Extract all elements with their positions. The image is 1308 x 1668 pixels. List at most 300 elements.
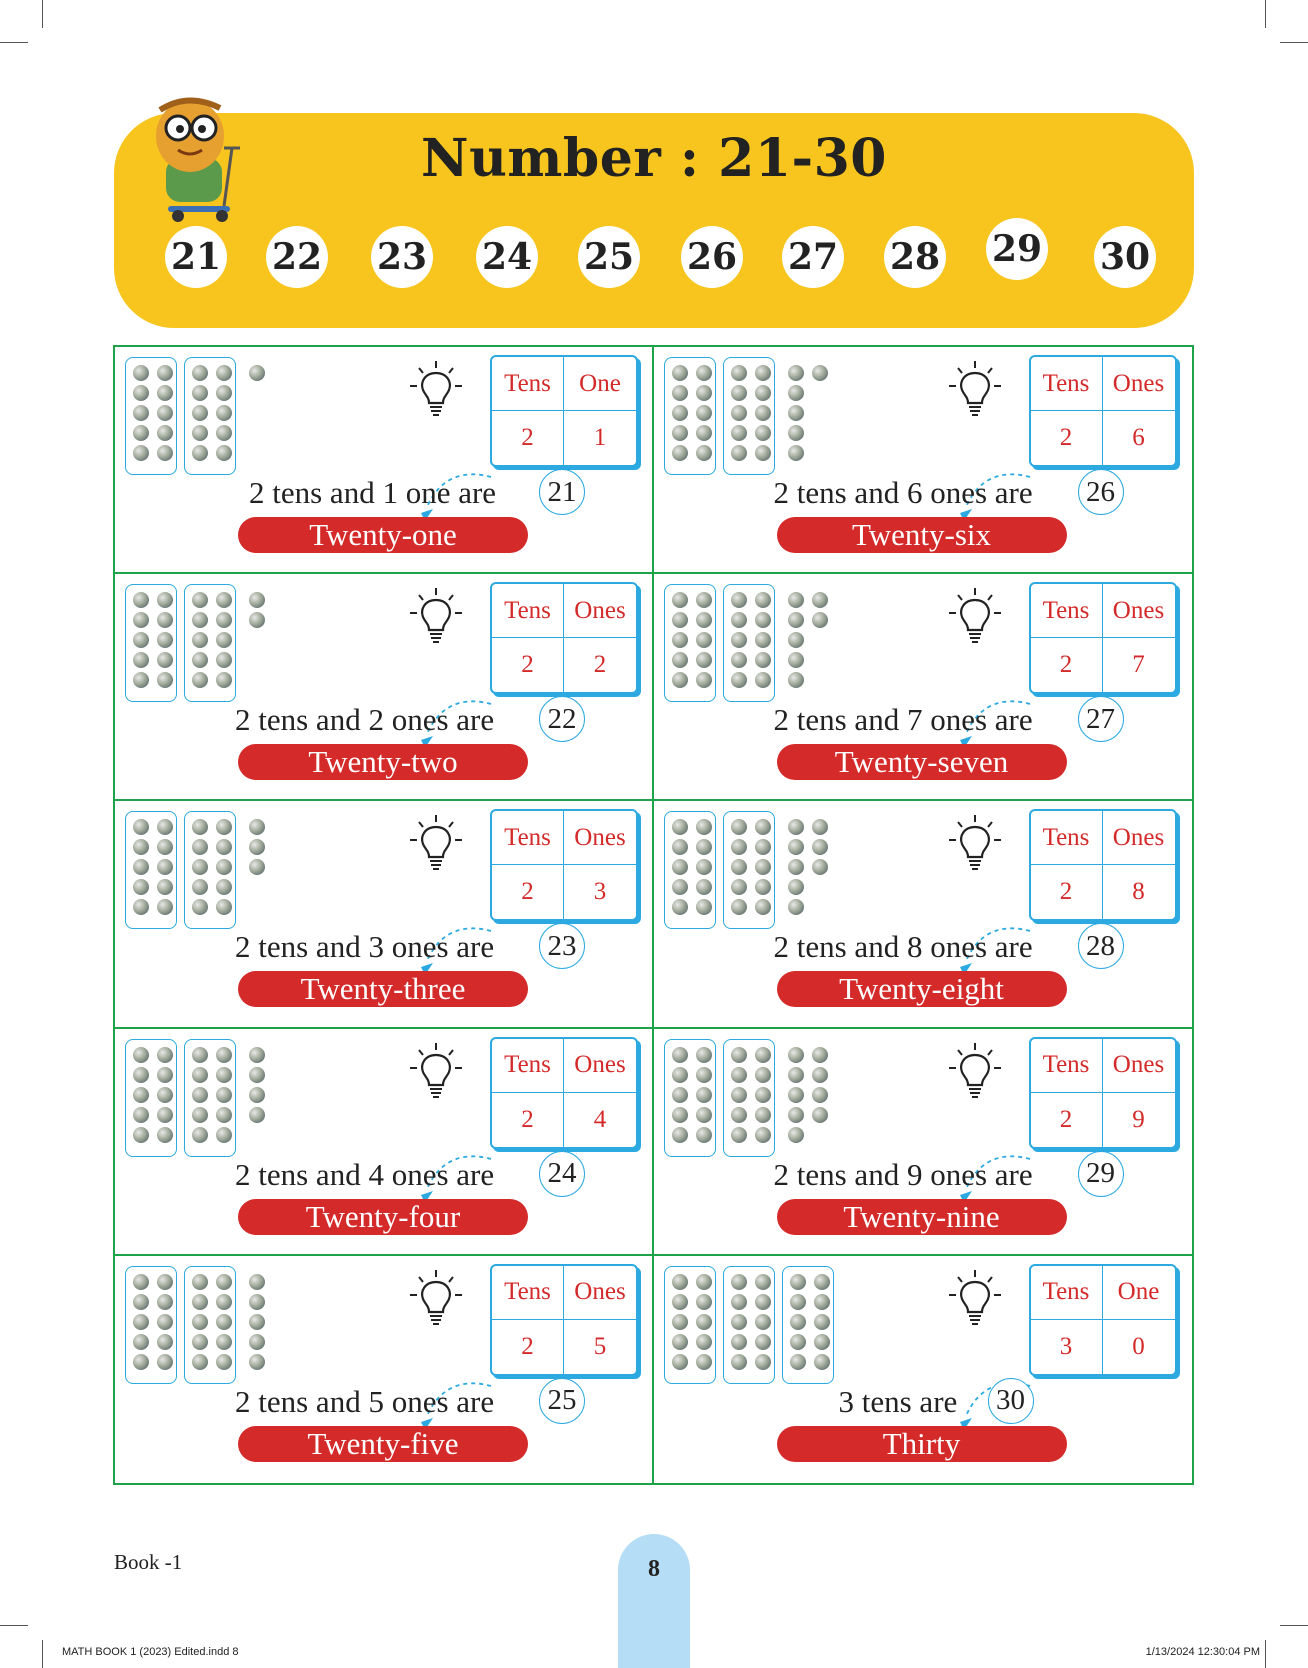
bead — [192, 1274, 208, 1290]
bead — [672, 1127, 688, 1143]
bead — [790, 1274, 806, 1290]
bead — [133, 1127, 149, 1143]
bead — [755, 445, 771, 461]
tens-header: Tens — [1031, 584, 1103, 638]
bead — [133, 859, 149, 875]
ones-value: 0 — [1132, 1332, 1145, 1360]
number-word-label: Twenty-five — [238, 1426, 528, 1462]
bead — [133, 1047, 149, 1063]
bead — [814, 1334, 830, 1350]
bead — [672, 385, 688, 401]
bead — [192, 612, 208, 628]
bead — [731, 405, 747, 421]
bead — [755, 1354, 771, 1370]
bead — [672, 839, 688, 855]
number-circle: 30 — [1094, 226, 1156, 288]
number-circle: 27 — [782, 226, 844, 288]
bead — [672, 405, 688, 421]
bead — [696, 1354, 712, 1370]
bead — [216, 672, 232, 688]
tens-header: Tens — [492, 1039, 564, 1093]
bead — [812, 819, 828, 835]
tens-header: Tens — [1031, 1266, 1103, 1320]
number-card — [654, 574, 1193, 801]
tens-header: Tens — [1031, 811, 1103, 865]
tens-header: Tens — [492, 1266, 564, 1320]
ten-rack — [664, 811, 716, 929]
bead — [192, 1047, 208, 1063]
bead — [696, 1047, 712, 1063]
bead — [755, 1274, 771, 1290]
bead — [157, 1047, 173, 1063]
ones-value: 7 — [1132, 651, 1145, 679]
place-value-table — [1029, 582, 1177, 694]
tens-value: 2 — [1031, 638, 1103, 692]
bead — [731, 1294, 747, 1310]
place-value-table — [490, 1264, 638, 1376]
bead — [133, 1274, 149, 1290]
number-circle: 28 — [884, 226, 946, 288]
bead — [672, 1334, 688, 1350]
answer-circle: 25 — [539, 1378, 585, 1424]
tens-header: Tens — [492, 584, 564, 638]
bead — [133, 879, 149, 895]
bead — [731, 839, 747, 855]
ten-rack — [723, 811, 775, 929]
tens-value: 2 — [1031, 1093, 1103, 1147]
bead — [216, 592, 232, 608]
number-word-label: Twenty-seven — [777, 744, 1067, 780]
number-sentence: 2 tens and 9 ones are — [773, 1156, 1033, 1192]
bead — [672, 1047, 688, 1063]
bead — [216, 445, 232, 461]
bead — [672, 879, 688, 895]
answer-circle: 30 — [988, 1378, 1034, 1424]
bead — [157, 592, 173, 608]
bead — [788, 652, 804, 668]
bead — [157, 652, 173, 668]
lightbulb-icon — [946, 1041, 1004, 1103]
tens-value: 2 — [492, 1320, 564, 1374]
bead — [696, 445, 712, 461]
number-circle: 24 — [476, 226, 538, 288]
ten-rack — [125, 811, 177, 929]
ten-rack — [184, 1266, 236, 1384]
ten-rack — [723, 357, 775, 475]
number-card — [115, 801, 654, 1028]
lightbulb-icon — [407, 813, 465, 875]
bead — [133, 899, 149, 915]
bead — [731, 1127, 747, 1143]
bead — [133, 1294, 149, 1310]
bead — [249, 1067, 265, 1083]
bead — [157, 1294, 173, 1310]
ones-value: 8 — [1132, 878, 1145, 906]
bead — [192, 899, 208, 915]
bead — [133, 592, 149, 608]
tens-value: 2 — [492, 865, 564, 919]
bead — [696, 425, 712, 441]
bead — [216, 819, 232, 835]
tens-value: 3 — [1031, 1320, 1103, 1374]
bead — [216, 1354, 232, 1370]
bead — [672, 1274, 688, 1290]
bead — [157, 365, 173, 381]
ten-rack — [184, 584, 236, 702]
lightbulb-icon — [407, 1041, 465, 1103]
bead — [157, 819, 173, 835]
ten-rack — [125, 1039, 177, 1157]
bead — [814, 1274, 830, 1290]
bead — [731, 1354, 747, 1370]
bead — [731, 425, 747, 441]
lightbulb-icon — [946, 813, 1004, 875]
bead — [755, 425, 771, 441]
loose-ones — [788, 365, 828, 465]
bead — [133, 1334, 149, 1350]
ten-rack — [723, 1039, 775, 1157]
bead — [192, 1067, 208, 1083]
bead — [216, 425, 232, 441]
bead — [216, 405, 232, 421]
bead — [192, 425, 208, 441]
lightbulb-icon — [407, 586, 465, 648]
ones-value: 1 — [593, 424, 607, 451]
bead — [157, 839, 173, 855]
bead — [157, 1067, 173, 1083]
bead — [814, 1294, 830, 1310]
bead — [216, 1107, 232, 1123]
loose-ones — [249, 365, 265, 465]
place-value-table — [490, 582, 638, 694]
bead — [672, 425, 688, 441]
bead — [216, 365, 232, 381]
bead — [672, 672, 688, 688]
tens-value: 2 — [492, 411, 564, 465]
bead — [788, 1127, 804, 1143]
crop-mark — [1265, 1640, 1266, 1668]
bead — [812, 839, 828, 855]
number-card — [654, 801, 1193, 1028]
bead — [192, 1087, 208, 1103]
bead — [133, 839, 149, 855]
loose-ones — [249, 1047, 265, 1147]
tens-header: Tens — [1031, 357, 1103, 411]
bead — [731, 632, 747, 648]
bead — [790, 1294, 806, 1310]
ones-value: 3 — [593, 878, 607, 906]
bead — [755, 1334, 771, 1350]
bead — [731, 1107, 747, 1123]
bead — [788, 445, 804, 461]
bead — [696, 899, 712, 915]
bead — [788, 819, 804, 835]
bead — [672, 592, 688, 608]
bead — [672, 1294, 688, 1310]
bead — [788, 592, 804, 608]
bead — [755, 1294, 771, 1310]
lightbulb-icon — [407, 359, 465, 421]
ten-rack — [664, 584, 716, 702]
bead — [812, 1087, 828, 1103]
bead — [133, 385, 149, 401]
number-sentence: 2 tens and 3 ones are — [235, 929, 495, 965]
place-value-table — [490, 1037, 638, 1149]
bead — [133, 612, 149, 628]
bead — [216, 1127, 232, 1143]
bead — [755, 365, 771, 381]
bead — [672, 652, 688, 668]
answer-circle: 29 — [1078, 1151, 1124, 1197]
bead — [157, 1274, 173, 1290]
place-value-table — [1029, 355, 1177, 467]
loose-ones — [249, 1274, 265, 1374]
bead — [814, 1354, 830, 1370]
bead — [696, 1314, 712, 1330]
tens-value: 2 — [1031, 865, 1103, 919]
bead — [788, 1047, 804, 1063]
bead — [788, 632, 804, 648]
bead — [696, 612, 712, 628]
bead — [249, 1107, 265, 1123]
bead — [788, 1087, 804, 1103]
bead — [216, 1047, 232, 1063]
bead — [672, 1314, 688, 1330]
bead — [731, 1334, 747, 1350]
bead — [133, 632, 149, 648]
bead — [731, 1067, 747, 1083]
tens-value: 2 — [1031, 411, 1103, 465]
ten-rack — [184, 357, 236, 475]
bead — [788, 385, 804, 401]
bead — [788, 1067, 804, 1083]
bead — [696, 672, 712, 688]
print-slug-date: 1/13/2024 12:30:04 PM — [1145, 1646, 1260, 1658]
bead — [672, 1107, 688, 1123]
number-sentence: 2 tens and 7 ones are — [773, 702, 1033, 738]
crop-mark — [1280, 42, 1308, 43]
ones-value: 6 — [1132, 424, 1145, 451]
bead — [216, 1334, 232, 1350]
bead — [157, 632, 173, 648]
bead — [696, 1087, 712, 1103]
bead — [755, 612, 771, 628]
bead — [672, 1354, 688, 1370]
ones-header: Ones — [1103, 1039, 1175, 1093]
bead — [216, 859, 232, 875]
bead — [157, 385, 173, 401]
ten-rack — [125, 1266, 177, 1384]
number-circle: 29 — [986, 218, 1048, 280]
bead — [192, 1294, 208, 1310]
bead — [249, 1334, 265, 1350]
crop-mark — [1265, 0, 1266, 28]
bead — [133, 445, 149, 461]
number-word-label: Twenty-four — [238, 1199, 528, 1235]
bead — [696, 385, 712, 401]
bead — [192, 879, 208, 895]
bead — [192, 1354, 208, 1370]
number-word-label: Twenty-eight — [777, 971, 1067, 1007]
bead — [731, 385, 747, 401]
number-sentence: 2 tens and 6 ones are — [773, 475, 1033, 510]
bead — [249, 1354, 265, 1370]
bead — [133, 1107, 149, 1123]
bead — [157, 612, 173, 628]
bead — [157, 899, 173, 915]
bead — [216, 839, 232, 855]
lightbulb-icon — [407, 1268, 465, 1330]
ones-header: Ones — [564, 1266, 636, 1320]
bead — [216, 1314, 232, 1330]
bead — [192, 385, 208, 401]
bead — [731, 612, 747, 628]
bead — [216, 899, 232, 915]
bead — [731, 445, 747, 461]
bead — [157, 859, 173, 875]
bead — [731, 672, 747, 688]
ten-rack — [184, 811, 236, 929]
place-value-table — [490, 809, 638, 921]
bead — [812, 859, 828, 875]
bead — [696, 1274, 712, 1290]
crop-mark — [42, 1640, 43, 1668]
bead — [755, 652, 771, 668]
bead — [133, 819, 149, 835]
crop-mark — [0, 42, 28, 43]
ten-rack — [664, 357, 716, 475]
bead — [731, 879, 747, 895]
bead — [216, 385, 232, 401]
bead — [216, 1067, 232, 1083]
bead — [672, 445, 688, 461]
bead — [790, 1334, 806, 1350]
bead — [731, 1314, 747, 1330]
bead — [192, 652, 208, 668]
lightbulb-icon — [946, 1268, 1004, 1330]
bead — [788, 839, 804, 855]
bead — [696, 592, 712, 608]
bead — [157, 1334, 173, 1350]
page-title: Number : 21-30 — [421, 128, 887, 189]
crop-mark — [1280, 1625, 1308, 1626]
bead — [157, 1127, 173, 1143]
number-card — [115, 1029, 654, 1256]
ones-value: 2 — [593, 651, 607, 679]
bead — [249, 1314, 265, 1330]
tens-header: Tens — [492, 357, 564, 411]
bead — [133, 652, 149, 668]
page-number-tab — [618, 1534, 690, 1668]
bead — [192, 819, 208, 835]
number-card — [115, 1256, 654, 1483]
bead — [755, 1127, 771, 1143]
answer-circle: 26 — [1078, 469, 1124, 515]
bead — [731, 1274, 747, 1290]
bead — [157, 672, 173, 688]
number-circle: 25 — [578, 226, 640, 288]
crop-mark — [42, 0, 43, 28]
answer-circle: 21 — [539, 469, 585, 515]
number-grid — [113, 345, 1194, 1485]
bead — [672, 1087, 688, 1103]
bead — [157, 1314, 173, 1330]
bead — [755, 1087, 771, 1103]
bead — [216, 612, 232, 628]
bead — [755, 405, 771, 421]
bead — [157, 425, 173, 441]
bead — [216, 1274, 232, 1290]
bead — [249, 859, 265, 875]
bead — [249, 1047, 265, 1063]
number-sentence: 2 tens and 8 ones are — [773, 929, 1033, 965]
bead — [157, 1354, 173, 1370]
bead — [755, 385, 771, 401]
print-slug-file: MATH BOOK 1 (2023) Edited.indd 8 — [62, 1646, 239, 1658]
bead — [249, 365, 265, 381]
bead — [755, 859, 771, 875]
bead — [696, 652, 712, 668]
ones-header: One — [564, 357, 636, 411]
tens-header: Tens — [1031, 1039, 1103, 1093]
number-circle: 21 — [165, 226, 227, 288]
bead — [696, 839, 712, 855]
bead — [812, 1067, 828, 1083]
bead — [216, 1087, 232, 1103]
bead — [672, 612, 688, 628]
bead — [788, 425, 804, 441]
book-label: Book -1 — [114, 1550, 183, 1574]
bead — [192, 592, 208, 608]
number-word-label: Twenty-nine — [777, 1199, 1067, 1235]
loose-ones — [249, 819, 265, 919]
loose-ones — [788, 592, 828, 692]
bead — [788, 365, 804, 381]
bead — [216, 652, 232, 668]
bead — [696, 1067, 712, 1083]
bead — [788, 879, 804, 895]
ones-header: Ones — [564, 811, 636, 865]
bead — [192, 1127, 208, 1143]
bead — [755, 1314, 771, 1330]
ones-value: 4 — [593, 1105, 607, 1133]
answer-circle: 28 — [1078, 923, 1124, 969]
bead — [755, 879, 771, 895]
bead — [157, 1087, 173, 1103]
bead — [731, 819, 747, 835]
bead — [249, 819, 265, 835]
mascot-illustration — [128, 88, 258, 228]
bead — [192, 445, 208, 461]
bead — [249, 1274, 265, 1290]
page-number: 8 — [648, 1556, 660, 1582]
bead — [731, 365, 747, 381]
bead — [755, 1107, 771, 1123]
bead — [249, 592, 265, 608]
ten-rack — [782, 1266, 834, 1384]
bead — [672, 632, 688, 648]
bead — [672, 1067, 688, 1083]
bead — [157, 879, 173, 895]
bead — [249, 839, 265, 855]
number-card — [115, 574, 654, 801]
ten-rack — [184, 1039, 236, 1157]
ten-rack — [723, 1266, 775, 1384]
bead — [249, 1087, 265, 1103]
lightbulb-icon — [946, 586, 1004, 648]
answer-circle: 27 — [1078, 696, 1124, 742]
number-sentence: 3 tens are — [838, 1383, 958, 1419]
